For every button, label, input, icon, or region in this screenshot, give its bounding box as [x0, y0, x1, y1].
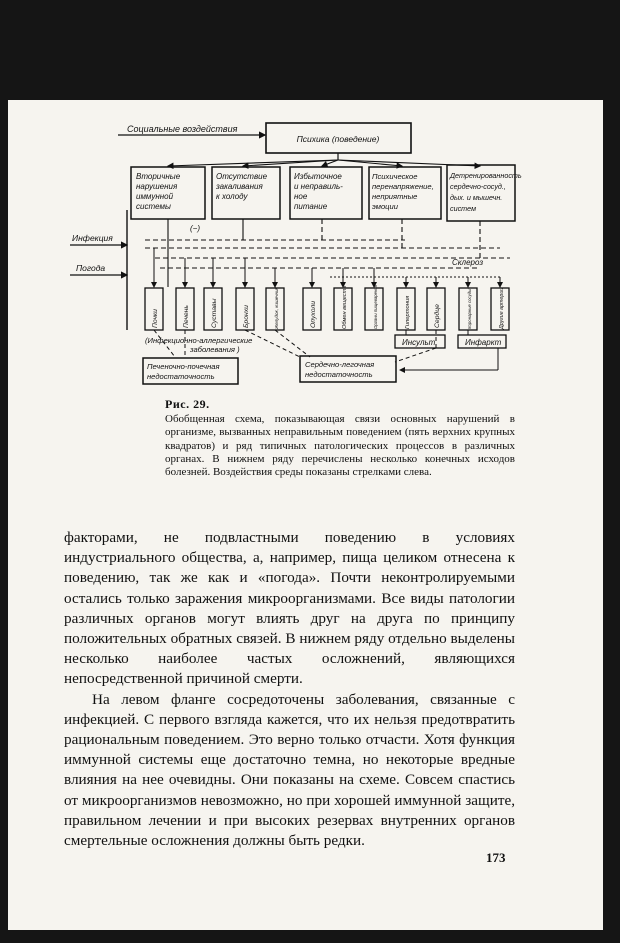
stroke-label: Инсульт: [402, 338, 436, 347]
organ-label-stomach: Желудок, кишечник: [274, 287, 279, 329]
box-4-line-1: Психическое: [372, 172, 418, 181]
sclerosis-label: Склероз: [452, 258, 484, 267]
figure-label: Рис. 29.: [165, 397, 210, 411]
box-2-line-1: Отсутствие: [216, 172, 268, 181]
infectious-allergic-label-1: (Инфекционно-аллергические: [145, 336, 253, 345]
box-3-line-1: Избыточное: [294, 172, 342, 181]
organ-label-joints: Суставы: [211, 298, 218, 328]
immune-disorders-box: [131, 167, 205, 219]
box-1-line-1: Вторичные: [136, 172, 181, 181]
organ-label-liver: Печень: [183, 305, 190, 328]
organ-label-coronary: Коронарные сосуды: [467, 288, 472, 329]
page-number: 173: [486, 850, 506, 865]
mental-stress-box: [369, 167, 441, 219]
box-5-line-3: дых. и мышечн.: [450, 193, 503, 202]
organ-label-arteries: Другие артерии: [499, 287, 505, 329]
heart-lung-failure-line-1: Сердечно-легочная: [305, 360, 375, 369]
box-5-line-4: систем: [450, 204, 477, 213]
scan-border-bottom: [0, 930, 620, 943]
box-1-line-3: иммунной: [136, 192, 174, 201]
psyche-box-label: Психика (поведение): [296, 134, 380, 144]
body-text: [64, 528, 515, 851]
paragraph-1: факторами, не подвластными поведению в условиях индустриального общества, а, например, пища целиком отнесена к поведению, так же как и «погода». Почти неконтролируемыми остались только заражения микроорганизмами. Все виды патологии различных органов могут влиять друг на друга по принципу положительных обратных связей. В нижнем ряду отдельно выделены несколько наиболее частых осложнений, являющихся непосредственной причиной смерти.: [64, 529, 515, 688]
organ-label-kidneys: Почки: [152, 309, 159, 328]
stroke-box: [395, 335, 445, 348]
organ-label-hypertension: Гипертония: [405, 295, 411, 329]
detraining-box: [447, 165, 522, 221]
box-5-line-2: сердечно-сосуд.,: [450, 182, 506, 191]
paragraph-2: На левом фланге сосредоточены заболевания, связанные с инфекцией. С первого взгляда кажется, что их нельзя предотвратить рациональным поведением. Это верно только отчасти. Хотя функция иммунной системы еще достаточно темна, но некоторые вредные влияния на нее очевидны. Они показаны на схеме. Совсем спастись от микроорганизмов невозможно, но при хорошей иммунной защите, правильном лечении и при высоких резервах внутренних органов смертельные осложнения должны быть редки.: [64, 690, 515, 850]
box-5-line-1: Детренированность: [450, 171, 522, 180]
box-1-line-2: нарушения: [136, 182, 178, 191]
bad-nutrition-box: [290, 167, 362, 219]
box-3-line-4: питание: [294, 202, 328, 211]
organ-label-heart: Сердце: [434, 304, 441, 328]
box-3-line-2: и неправиль-: [294, 182, 343, 191]
box-4-line-4: эмоции: [372, 202, 398, 211]
box-4-line-3: неприятные: [372, 192, 418, 201]
organ-label-metabolism: Обмен веществ: [342, 285, 348, 329]
box-2-line-3: к холоду: [216, 192, 248, 201]
box-3-line-3: ное: [294, 192, 308, 201]
box-1-line-4: системы: [136, 202, 171, 211]
organ-label-digestion: Органы пищеварения: [373, 284, 378, 329]
weather-label: Погода: [76, 263, 106, 273]
no-hardening-box: [212, 167, 280, 219]
heart-lung-failure-box: [300, 356, 396, 382]
box-4-line-2: перенапряжение,: [372, 182, 434, 191]
liver-kidney-failure-line-1: Печеночно-почечная: [147, 362, 220, 371]
infectious-allergic-label-2: заболевания ): [190, 345, 240, 354]
flow-diagram: [0, 0, 620, 400]
organ-label-tumors: Опухоли: [310, 301, 317, 328]
box-2-line-2: закаливания: [216, 182, 263, 191]
negative-feedback-label: (−): [190, 224, 200, 233]
infection-label: Инфекция: [72, 233, 113, 243]
heart-lung-failure-line-2: недостаточность: [305, 370, 373, 379]
infarct-box: [458, 335, 506, 348]
social-influence-label: Социальные воздействия: [127, 124, 238, 134]
infarct-label: Инфаркт: [465, 338, 502, 347]
psyche-box: [266, 123, 411, 153]
organ-row: [145, 284, 509, 330]
liver-kidney-failure-line-2: недостаточность: [147, 372, 215, 381]
liver-kidney-failure-box: [143, 358, 238, 384]
figure-caption: Обобщенная схема, показывающая связи основных нарушений в организме, вызванных неправильным поведением (пять верхних крупных квадратов) и ряд типичных патологических процессов в различных органах. В нижнем ряду перечислены несколько конечных исходов болезней. Воздействия среды показаны стрелками слева.: [165, 413, 515, 479]
organ-label-bronchi: Бронхи: [243, 305, 250, 328]
